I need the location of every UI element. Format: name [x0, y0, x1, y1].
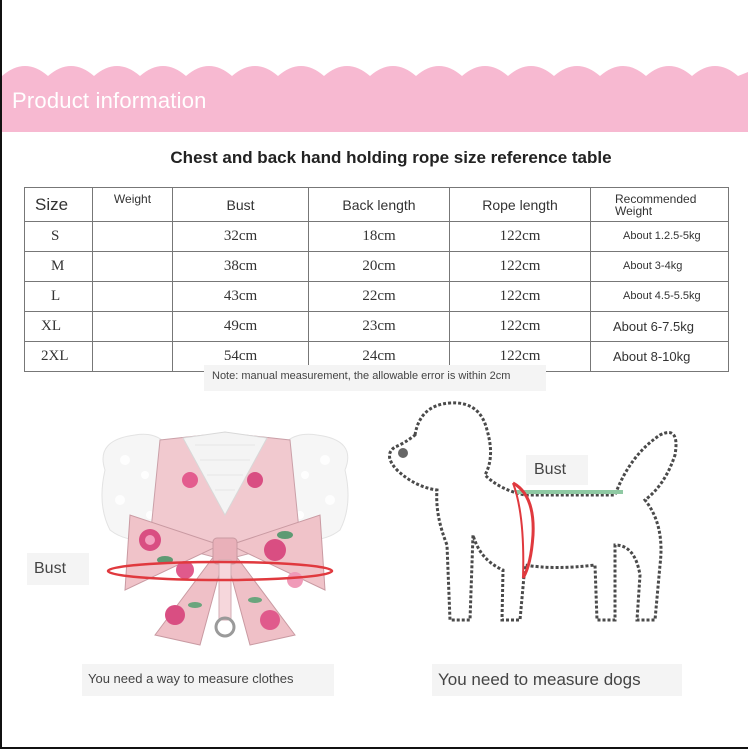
cell-weight	[93, 252, 173, 282]
cell-bust: 43cm	[173, 282, 309, 312]
cell-size: XL	[25, 312, 93, 342]
header-weight: Weight	[93, 188, 173, 222]
harness-illustration	[95, 420, 355, 660]
cell-weight	[93, 342, 173, 372]
table-header-row	[25, 188, 729, 222]
cell-size: S	[25, 222, 93, 252]
cell-size: L	[25, 282, 93, 312]
cell-weight	[93, 282, 173, 312]
cell-recommended-weight: About 6-7.5kg	[591, 312, 729, 342]
cell-back-length: 18cm	[309, 222, 450, 252]
banner-title: Product information	[12, 88, 207, 113]
cell-weight	[93, 312, 173, 342]
header-recommended-weight: Recommended Weight	[591, 188, 729, 222]
cell-weight	[93, 222, 173, 252]
dog-outline-illustration	[375, 395, 705, 655]
leash-strap	[219, 560, 231, 620]
cell-bust: 32cm	[173, 222, 309, 252]
cell-back-length: 24cm	[309, 342, 450, 372]
harness-bust-label: Bust	[27, 553, 89, 585]
header-rope-length: Rope length	[450, 188, 591, 222]
size-reference-table	[24, 187, 729, 372]
header-back-length: Back length	[309, 188, 450, 222]
table-row	[25, 222, 729, 252]
cell-recommended-weight: About 4.5-5.5kg	[591, 282, 729, 312]
table-row	[25, 252, 729, 282]
cell-size: 2XL	[25, 342, 93, 372]
cell-back-length: 20cm	[309, 252, 450, 282]
cell-rope-length: 122cm	[450, 282, 591, 312]
cell-back-length: 23cm	[309, 312, 450, 342]
cell-bust: 49cm	[173, 312, 309, 342]
cell-size: M	[25, 252, 93, 282]
cell-rope-length: 122cm	[450, 252, 591, 282]
dog-caption: You need to measure dogs	[432, 664, 682, 696]
cell-rope-length: 122cm	[450, 342, 591, 372]
header-size: Size	[25, 188, 93, 222]
table-title: Chest and back hand holding rope size reference table	[170, 148, 612, 167]
table-row	[25, 282, 729, 312]
dog-bust-label: Bust	[526, 455, 588, 485]
cell-recommended-weight: About 8-10kg	[591, 342, 729, 372]
d-ring	[216, 618, 234, 636]
cell-back-length: 22cm	[309, 282, 450, 312]
header-bust: Bust	[173, 188, 309, 222]
cell-bust: 54cm	[173, 342, 309, 372]
table-row	[25, 312, 729, 342]
harness-caption: You need a way to measure clothes	[82, 664, 334, 696]
cell-recommended-weight: About 3-4kg	[591, 252, 729, 282]
cell-rope-length: 122cm	[450, 312, 591, 342]
cell-rope-length: 122cm	[450, 222, 591, 252]
dog-eye	[398, 448, 408, 458]
measurement-note: Note: manual measurement, the allowable error is within 2cm	[204, 365, 546, 391]
cell-bust: 38cm	[173, 252, 309, 282]
cell-recommended-weight: About 1.2.5-5kg	[591, 222, 729, 252]
